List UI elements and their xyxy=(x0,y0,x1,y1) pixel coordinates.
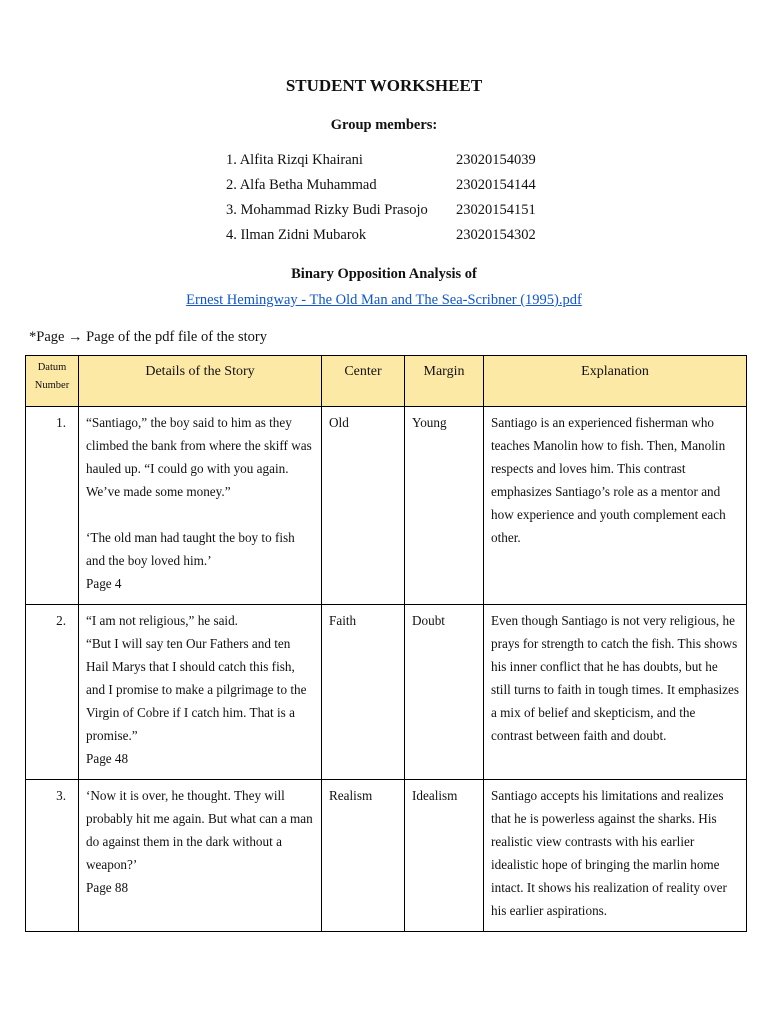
story-quote: ‘The old man had taught the boy to fish and the boy loved him.’ xyxy=(86,530,295,568)
story-quote: “I am not religious,” he said. xyxy=(86,613,238,628)
story-quote: “But I will say ten Our Fathers and ten Hail Marys that I should catch this fish, and I promise to make a pilgrimage to the Virgin of Cobre if I catch him. That is a promise.” xyxy=(86,636,307,743)
explanation-cell: Santiago is an experienced fisherman who teaches Manolin how to fish. Then, Manolin respects and loves him. This contrast emphasizes Santiago’s role as a mentor and how experience and youth complement each other. xyxy=(484,407,747,605)
table-row xyxy=(26,407,747,605)
center-cell: Realism xyxy=(322,780,405,932)
member-name: 2. Alfa Betha Muhammad xyxy=(226,177,377,193)
member-name: 1. Alfita Rizqi Khairani xyxy=(226,152,363,168)
member-id: 23020154144 xyxy=(456,177,536,193)
page-note: *Page → Page of the pdf file of the story xyxy=(29,329,267,345)
page-reference: Page 48 xyxy=(86,751,129,766)
margin-cell: Idealism xyxy=(405,780,484,932)
details-cell xyxy=(79,605,322,780)
member-id: 23020154151 xyxy=(456,202,536,218)
datum-number-cell: 3. xyxy=(26,780,79,932)
explanation-cell: Even though Santiago is not very religious, he prays for strength to catch the fish. This shows his inner conflict that he has doubts, but he still turns to faith in tough times. It emphasizes a mix of belief and skepticism, and the contrast between faith and doubt. xyxy=(484,605,747,780)
table-row xyxy=(26,780,747,932)
header-center: Center xyxy=(322,356,405,407)
member-row xyxy=(226,202,566,227)
member-list xyxy=(226,152,566,252)
details-cell xyxy=(79,407,322,605)
margin-cell: Doubt xyxy=(405,605,484,780)
analysis-table xyxy=(25,355,747,932)
table-row xyxy=(26,605,747,780)
header-datum-number: Datum Number xyxy=(26,356,79,407)
story-quote: ‘Now it is over, he thought. They will probably hit me again. But what can a man do against them in the dark without a weapon?’ xyxy=(86,788,313,872)
member-id: 23020154039 xyxy=(456,152,536,168)
analysis-heading: Binary Opposition Analysis of xyxy=(291,266,477,282)
member-name: 4. Ilman Zidni Mubarok xyxy=(226,227,367,243)
story-quote: “Santiago,” the boy said to him as they climbed the bank from where the skiff was hauled up. “I could go with you again. We’ve made some money.” xyxy=(86,415,312,499)
group-members-heading: Group members: xyxy=(330,117,438,133)
page-reference: Page 4 xyxy=(86,576,122,591)
header-details: Details of the Story xyxy=(79,356,322,407)
header-explanation: Explanation xyxy=(484,356,747,407)
datum-number-cell: 2. xyxy=(26,605,79,780)
margin-cell: Young xyxy=(405,407,484,605)
worksheet-title: STUDENT WORKSHEET xyxy=(285,76,483,95)
explanation-cell: Santiago accepts his limitations and realizes that he is powerless against the sharks. His realistic view contrasts with his earlier idealistic hope of bringing the marlin home intact. It shows his realization of reality over his earlier aspirations. xyxy=(484,780,747,932)
datum-number-cell: 1. xyxy=(26,407,79,605)
table-header-row xyxy=(26,356,747,407)
details-cell xyxy=(79,780,322,932)
member-row xyxy=(226,152,566,177)
story-pdf-link[interactable]: Ernest Hemingway - The Old Man and The Sea-Scribner (1995).pdf xyxy=(186,292,582,308)
member-id: 23020154302 xyxy=(456,227,536,243)
header-margin: Margin xyxy=(405,356,484,407)
center-cell: Old xyxy=(322,407,405,605)
center-cell: Faith xyxy=(322,605,405,780)
file-link-container xyxy=(0,292,768,309)
page-reference: Page 88 xyxy=(86,880,129,895)
member-row xyxy=(226,227,566,252)
member-name: 3. Mohammad Rizky Budi Prasojo xyxy=(226,202,428,218)
member-row xyxy=(226,177,566,202)
